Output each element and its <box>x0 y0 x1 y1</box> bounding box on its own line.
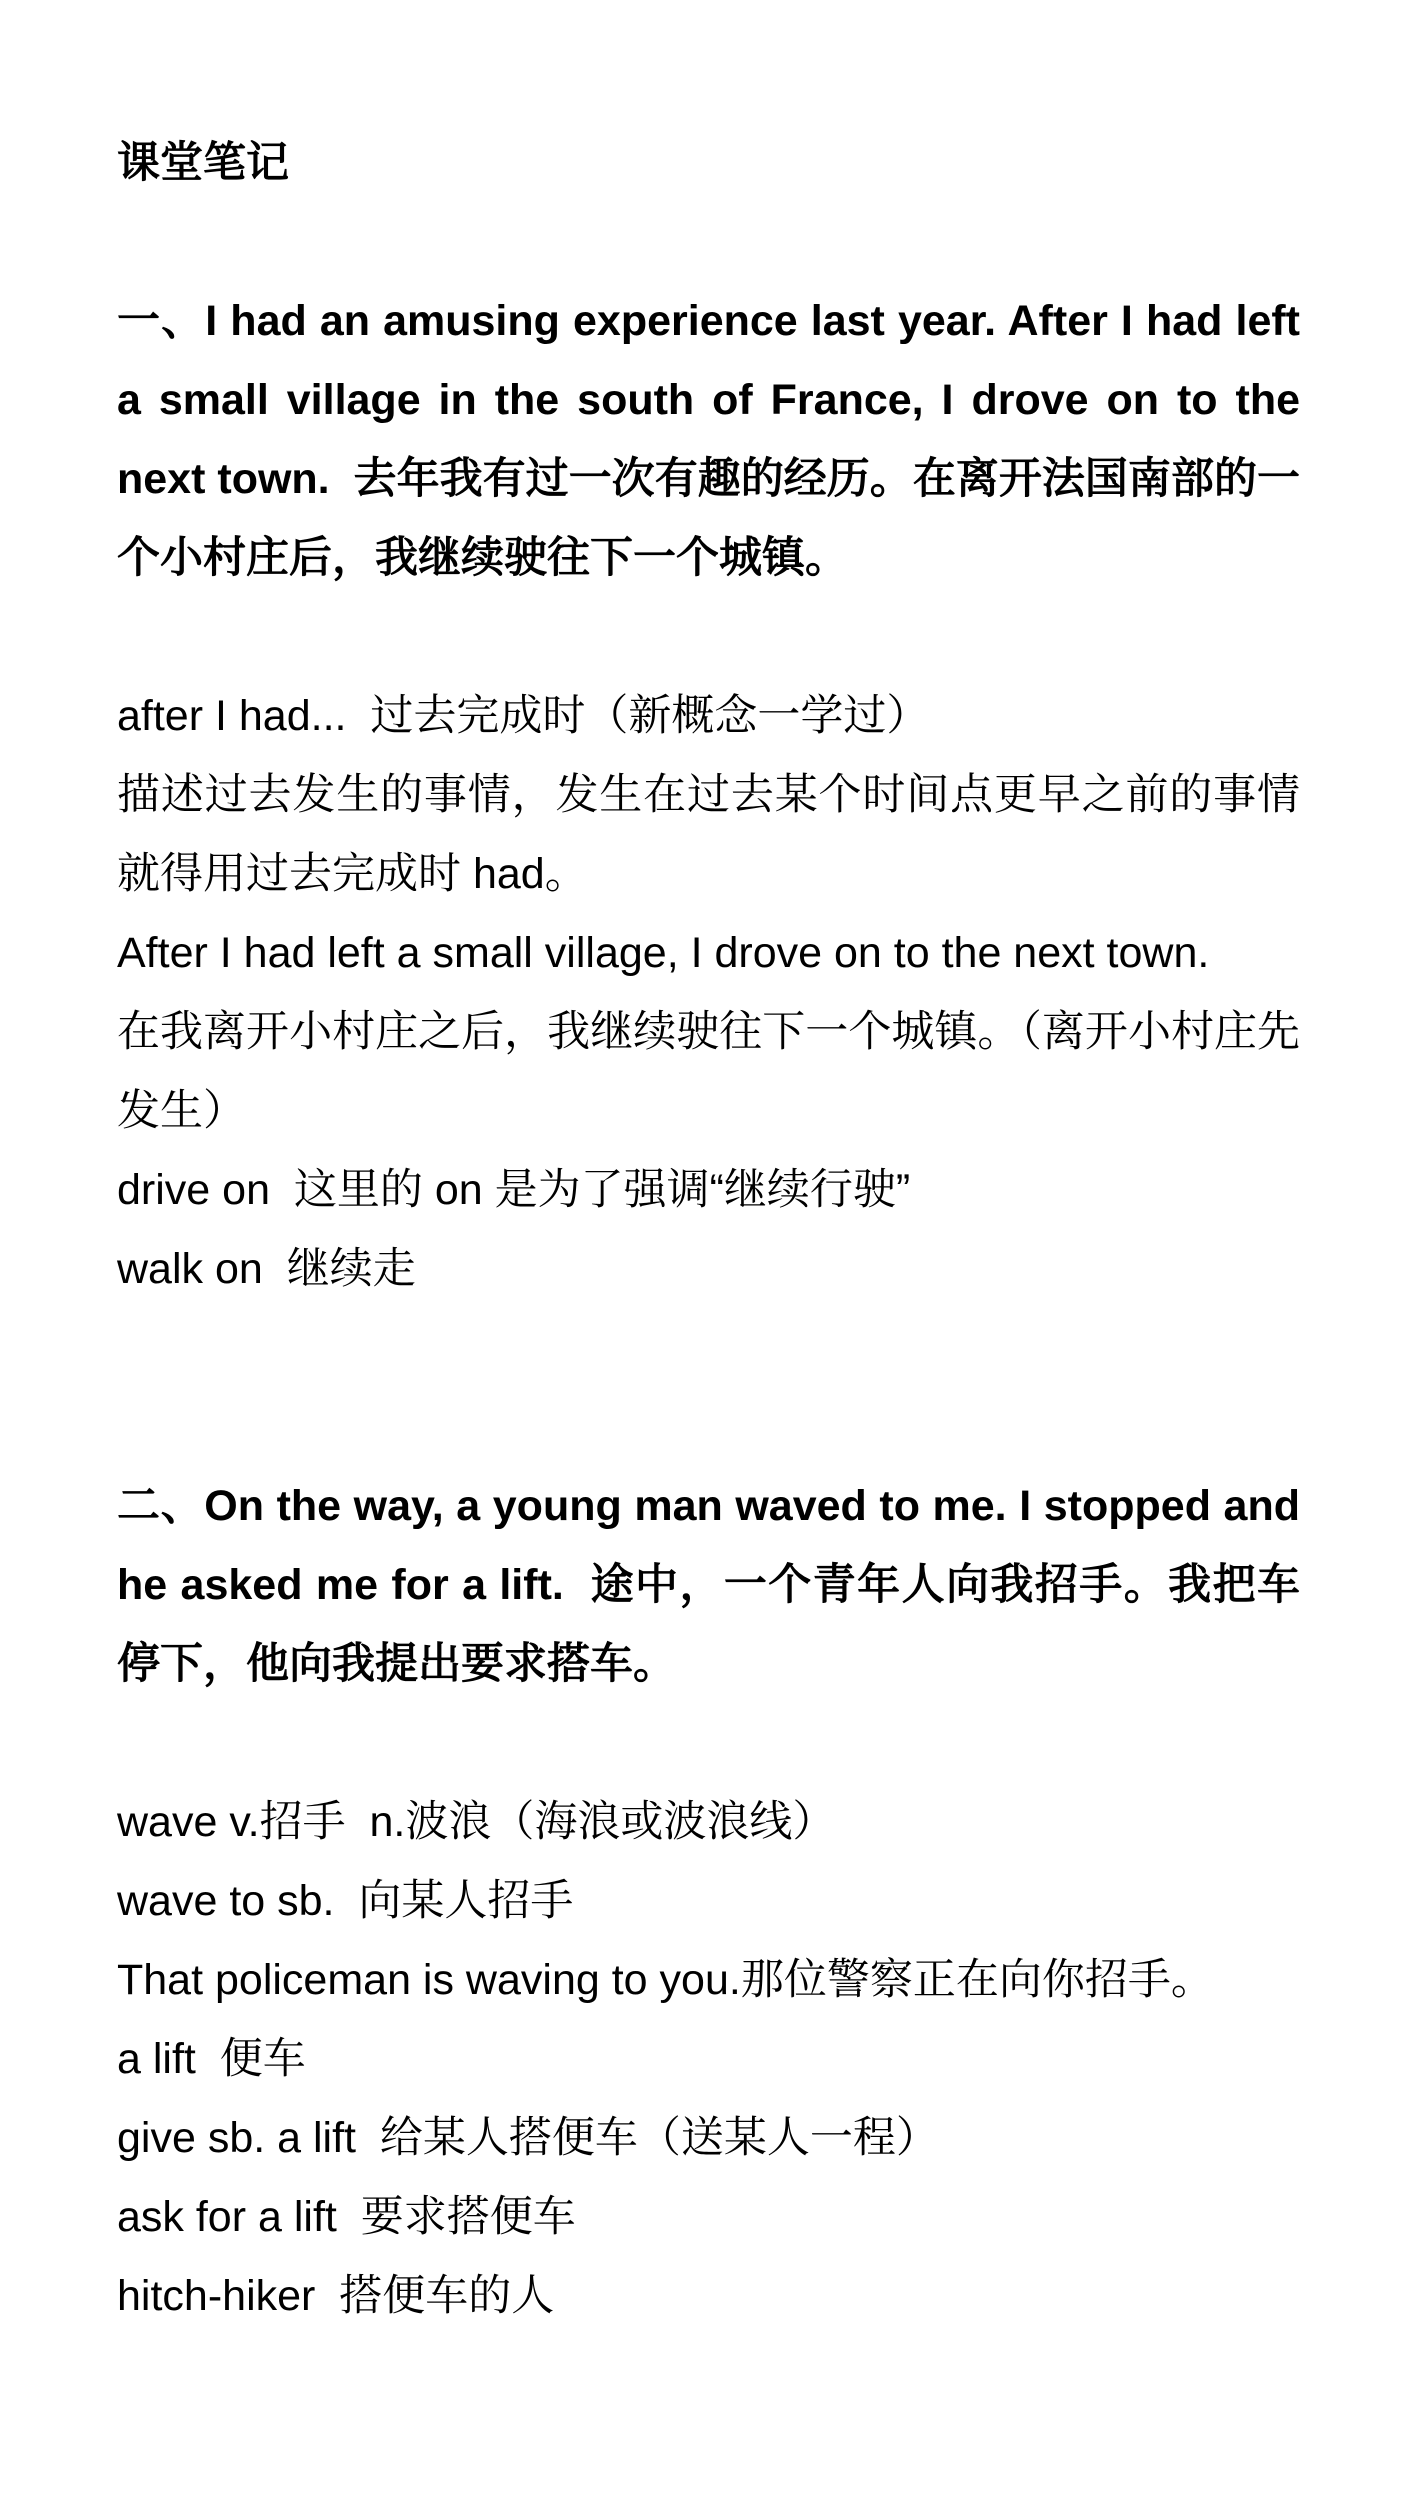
note-line: wave v.招手 n.波浪（海浪或波浪线） <box>117 1798 836 1846</box>
note-line: After I had left a small village, I drove on to the next town. <box>117 929 1210 977</box>
note-line: 描述过去发生的事情，发生在过去某个时间点更早之前的事情就得用过去完成时 had。 <box>117 771 1300 898</box>
section-2 <box>117 1467 1300 2336</box>
section-1 <box>117 282 1300 1309</box>
note-line: give sb. a lift 给某人搭便车（送某人一程） <box>117 2114 939 2162</box>
note-line: ask for a lift 要求搭便车 <box>117 2193 576 2241</box>
note-line: a lift 便车 <box>117 2035 306 2083</box>
section-1-heading: 一、I had an amusing experience last year. After I had left a small village in the south of France, I drove on to the next town. 去年我有过一次有趣的经历。在离开法国南部的一个小村庄后，我继续驶往下一个城镇。 <box>117 297 1300 582</box>
note-line: hitch-hiker 搭便车的人 <box>117 2272 555 2320</box>
note-line: 在我离开小村庄之后，我继续驶往下一个城镇。（离开小村庄先发生） <box>117 1008 1300 1135</box>
section-divider-space <box>117 1309 1300 1467</box>
note-line: That policeman is waving to you.那位警察正在向你招手。 <box>117 1956 1214 2004</box>
note-line: walk on 继续走 <box>117 1245 416 1293</box>
section-2-heading: 二、On the way, a young man waved to me. I stopped and he asked me for a lift. 途中，一个青年人向我招手。我把车停下，他向我提出要求搭车。 <box>117 1482 1300 1688</box>
note-line: wave to sb. 向某人招手 <box>117 1877 574 1925</box>
page-title: 课堂笔记 <box>117 139 289 187</box>
note-line: after I had... 过去完成时（新概念一学过） <box>117 692 930 740</box>
note-line: drive on 这里的 on 是为了强调“继续行驶” <box>117 1166 911 1214</box>
